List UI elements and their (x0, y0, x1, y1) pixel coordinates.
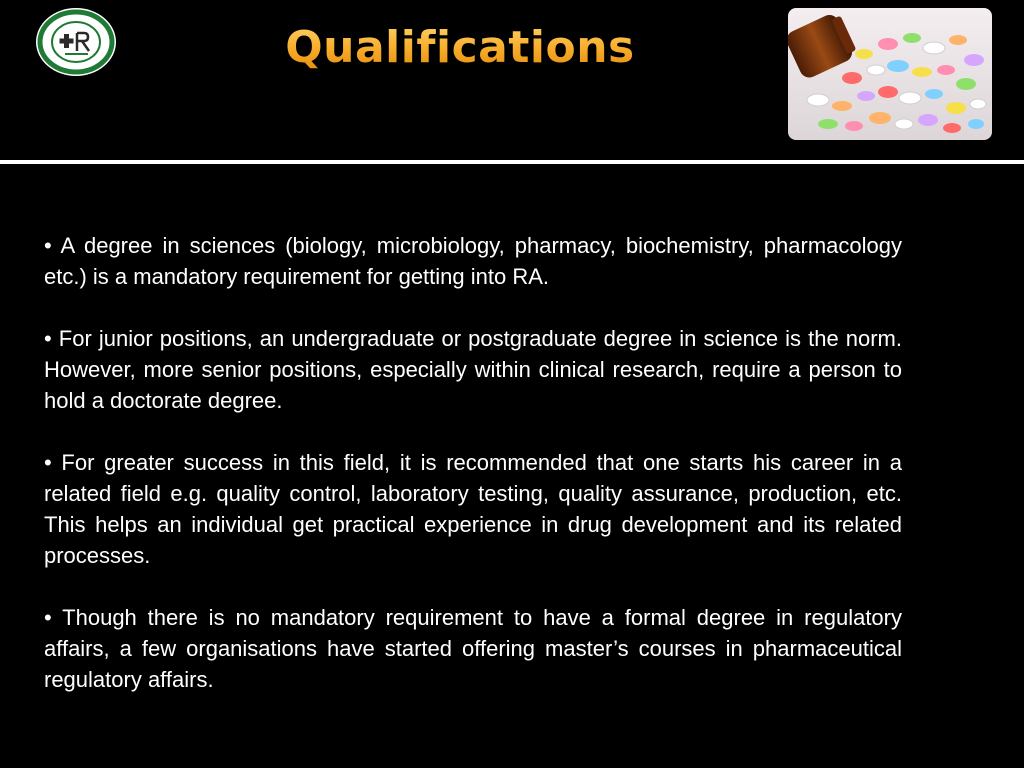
bullet-masters-courses: • Though there is no mandatory requirement to have a formal degree in regulatory affairs, a few organisations have started offering master’s courses in pharmaceutical regulatory affairs. (44, 605, 902, 692)
bullet-list (44, 230, 902, 726)
bullet-degree-requirement: • A degree in sciences (biology, microbiology, pharmacy, biochemistry, pharmacology etc.) is a mandatory requirement for getting into RA. (44, 233, 902, 289)
title-divider (0, 160, 1024, 164)
bullet-junior-senior-positions: • For junior positions, an undergraduate or postgraduate degree in science is the norm. However, more senior positions, especially within clinical research, require a person to hold a doctorate degree. (44, 326, 902, 413)
slide-title: Qualifications (0, 22, 920, 73)
pills-bottle-photo (788, 8, 992, 140)
bullet-related-field-experience: • For greater success in this field, it is recommended that one starts his career in a related field e.g. quality control, laboratory testing, quality assurance, production, etc. This helps an individual get practical experience in drug development and its related processes. (44, 450, 902, 568)
